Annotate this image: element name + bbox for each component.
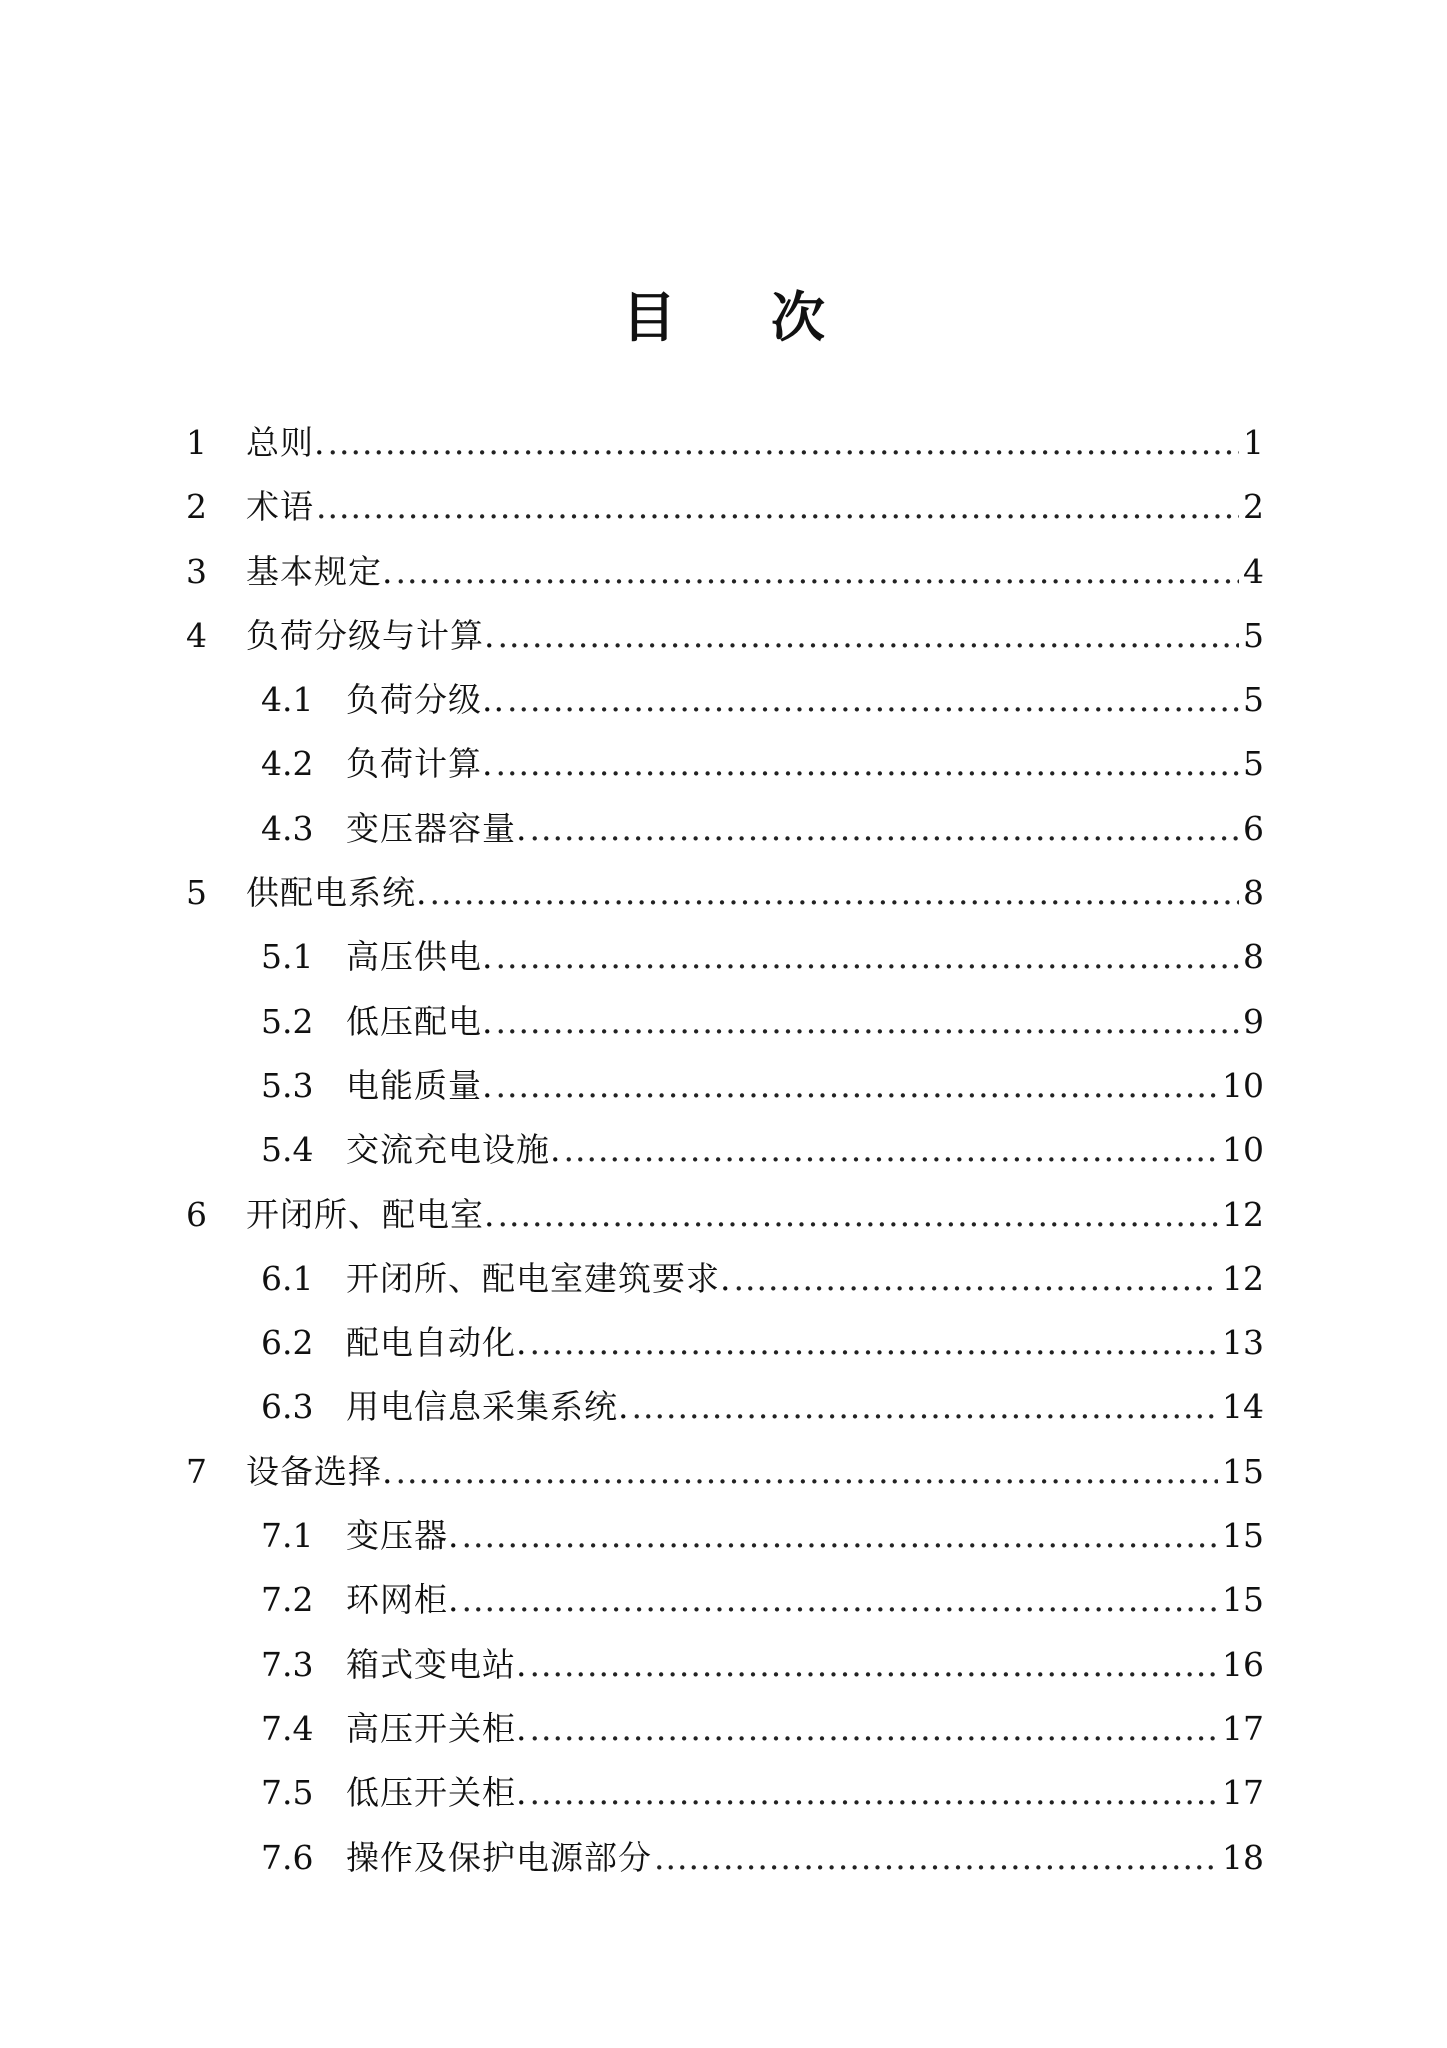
toc-subentry[interactable] xyxy=(186,1697,1264,1761)
toc-entry-number: 4.3 xyxy=(261,808,314,848)
dot-leader xyxy=(496,1054,1219,1118)
toc-entry-title: 开闭所、配电室. xyxy=(246,1194,496,1234)
title-char-1: 目 xyxy=(622,285,676,349)
toc-entry-number: 5.3 xyxy=(261,1065,314,1105)
toc-entry-page-number: 10 xyxy=(1222,1130,1264,1170)
page-title xyxy=(0,282,1447,352)
toc-entry-page-number: 17 xyxy=(1222,1708,1264,1748)
toc-entry-page-number: 2 xyxy=(1243,487,1264,527)
toc-entry-title: 箱式变电站. xyxy=(346,1644,528,1684)
toc-entry-number: 7.3 xyxy=(261,1644,314,1684)
toc-entry[interactable] xyxy=(186,540,1264,604)
toc-subentry[interactable] xyxy=(186,1633,1264,1697)
dot-leader xyxy=(530,1761,1219,1825)
toc-subentry[interactable] xyxy=(186,1375,1264,1439)
toc-entry-title: 用电信息采集系统. xyxy=(346,1387,630,1427)
toc-entry-page-number: 12 xyxy=(1222,1194,1264,1234)
dot-leader xyxy=(564,1118,1219,1182)
dot-leader xyxy=(396,1440,1219,1504)
toc-entry-page-number: 5 xyxy=(1243,744,1264,784)
toc-entry-page-number: 8 xyxy=(1243,873,1264,913)
toc-entry-number: 4 xyxy=(186,615,207,655)
dot-leader xyxy=(654,1826,1218,1890)
toc-entry-page-number: 5 xyxy=(1243,615,1264,655)
dot-leader xyxy=(462,1568,1219,1632)
dot-leader xyxy=(462,1504,1219,1568)
toc-entry-title: 开闭所、配电室建筑要求. xyxy=(346,1258,732,1298)
toc-subentry[interactable] xyxy=(186,732,1264,796)
toc-entry-number: 6.2 xyxy=(261,1323,314,1363)
toc-entry-number: 6.3 xyxy=(261,1387,314,1427)
toc-entry-number: 5.1 xyxy=(261,937,314,977)
toc-entry-page-number: 13 xyxy=(1222,1323,1264,1363)
toc-subentry[interactable] xyxy=(186,1826,1264,1890)
toc-entry-number: 6 xyxy=(186,1194,207,1234)
toc-entry-number: 3 xyxy=(186,551,207,591)
dot-leader xyxy=(632,1375,1219,1439)
dot-leader xyxy=(530,1311,1219,1375)
toc-subentry[interactable] xyxy=(186,1568,1264,1632)
toc-entry-page-number: 4 xyxy=(1243,551,1264,591)
toc-entry-number: 2 xyxy=(186,487,207,527)
toc-entry-number: 7 xyxy=(186,1451,207,1491)
toc-entry-title: 变压器. xyxy=(346,1516,460,1556)
toc-entry-number: 5.2 xyxy=(261,1001,314,1041)
toc-entry-page-number: 17 xyxy=(1222,1773,1264,1813)
toc-entry[interactable] xyxy=(186,604,1264,668)
toc-entry-number: 7.5 xyxy=(261,1773,314,1813)
toc-entry-number: 4.1 xyxy=(261,680,314,720)
toc-entry[interactable] xyxy=(186,1440,1264,1504)
toc-entry-title: 高压开关柜. xyxy=(346,1708,528,1748)
dot-leader xyxy=(734,1247,1219,1311)
toc-entry-title: 低压配电. xyxy=(346,1001,494,1041)
toc-entry-number: 7.6 xyxy=(261,1837,314,1877)
toc-entry-title: 术语 xyxy=(246,487,314,527)
toc-entry-title: 负荷计算. xyxy=(346,744,494,784)
dot-leader xyxy=(396,540,1240,604)
dot-leader xyxy=(498,1183,1219,1247)
toc-entry-page-number: 14 xyxy=(1222,1387,1264,1427)
toc-entry-title: 交流充电设施. xyxy=(346,1130,562,1170)
toc-subentry[interactable] xyxy=(186,1118,1264,1182)
toc-entry-title: 高压供电. xyxy=(346,937,494,977)
dot-leader xyxy=(530,1697,1219,1761)
dot-leader xyxy=(430,861,1240,925)
toc-entry-title: 负荷分级.. xyxy=(346,680,505,720)
toc-entry-title: 设备选择. xyxy=(246,1451,394,1491)
toc-entry-title: 变压器容量. xyxy=(346,808,528,848)
toc-entry-page-number: 5 xyxy=(1243,680,1264,720)
title-char-2: 次 xyxy=(771,285,825,349)
toc-entry-number: 7.4 xyxy=(261,1708,314,1748)
toc-entry[interactable] xyxy=(186,861,1264,925)
toc-entry-page-number: 15 xyxy=(1222,1580,1264,1620)
toc-entry-page-number: 1 xyxy=(1243,423,1264,462)
dot-leader xyxy=(496,732,1240,796)
toc-subentry[interactable] xyxy=(186,990,1264,1054)
dot-leader xyxy=(328,411,1240,475)
toc-entry-number: 5.4 xyxy=(261,1130,314,1170)
toc-entry-page-number: 10 xyxy=(1222,1065,1264,1105)
toc-entry[interactable] xyxy=(186,475,1264,539)
toc-entry-page-number: 9 xyxy=(1243,1001,1264,1041)
toc-entry-page-number: 16 xyxy=(1222,1644,1264,1684)
toc-entry-title: 负荷分级与计算. xyxy=(246,615,496,655)
toc-entry-title: 基本规定. xyxy=(246,551,394,591)
toc-subentry[interactable] xyxy=(186,1504,1264,1568)
toc-subentry[interactable] xyxy=(186,1247,1264,1311)
dot-leader xyxy=(530,1633,1219,1697)
toc-entry[interactable] xyxy=(186,1183,1264,1247)
toc-subentry[interactable] xyxy=(186,1054,1264,1118)
dot-leader xyxy=(496,925,1240,989)
toc-entry-title: 环网柜. xyxy=(346,1580,460,1620)
toc-entry-title: 供配电系统. xyxy=(246,873,428,913)
toc-entry-number: 1 xyxy=(186,423,207,462)
toc-entry-page-number: 8 xyxy=(1243,937,1264,977)
toc-subentry[interactable] xyxy=(186,668,1264,732)
toc-entry-page-number: 18 xyxy=(1222,1837,1264,1877)
toc-entry-number: 7.2 xyxy=(261,1580,314,1620)
toc-entry-title: 总则. xyxy=(246,423,326,462)
dot-leader xyxy=(498,604,1240,668)
dot-leader xyxy=(530,797,1240,861)
toc-entry-title: 低压开关柜. xyxy=(346,1773,528,1813)
toc-entry-title: 操作及保护电源部分 xyxy=(346,1837,652,1877)
toc-entry-number: 6.1 xyxy=(261,1258,314,1298)
toc-entry-title: 电能质量. xyxy=(346,1065,494,1105)
toc-entry-page-number: 12 xyxy=(1222,1258,1264,1298)
dot-leader xyxy=(316,475,1239,539)
dot-leader xyxy=(496,990,1240,1054)
toc-subentry[interactable] xyxy=(186,797,1264,861)
toc-entry-number: 5 xyxy=(186,873,207,913)
toc-subentry[interactable] xyxy=(186,1761,1264,1825)
toc-entry-page-number: 6 xyxy=(1243,808,1264,848)
toc-entry-title: 配电自动化. xyxy=(346,1323,528,1363)
table-of-contents xyxy=(186,411,1264,1890)
dot-leader xyxy=(507,668,1239,732)
toc-entry-number: 4.2 xyxy=(261,744,314,784)
toc-entry-page-number: 15 xyxy=(1222,1516,1264,1556)
toc-entry-page-number: 15 xyxy=(1222,1451,1264,1491)
toc-entry-number: 7.1 xyxy=(261,1516,314,1556)
toc-subentry[interactable] xyxy=(186,1311,1264,1375)
toc-entry[interactable] xyxy=(186,411,1264,475)
toc-subentry[interactable] xyxy=(186,925,1264,989)
